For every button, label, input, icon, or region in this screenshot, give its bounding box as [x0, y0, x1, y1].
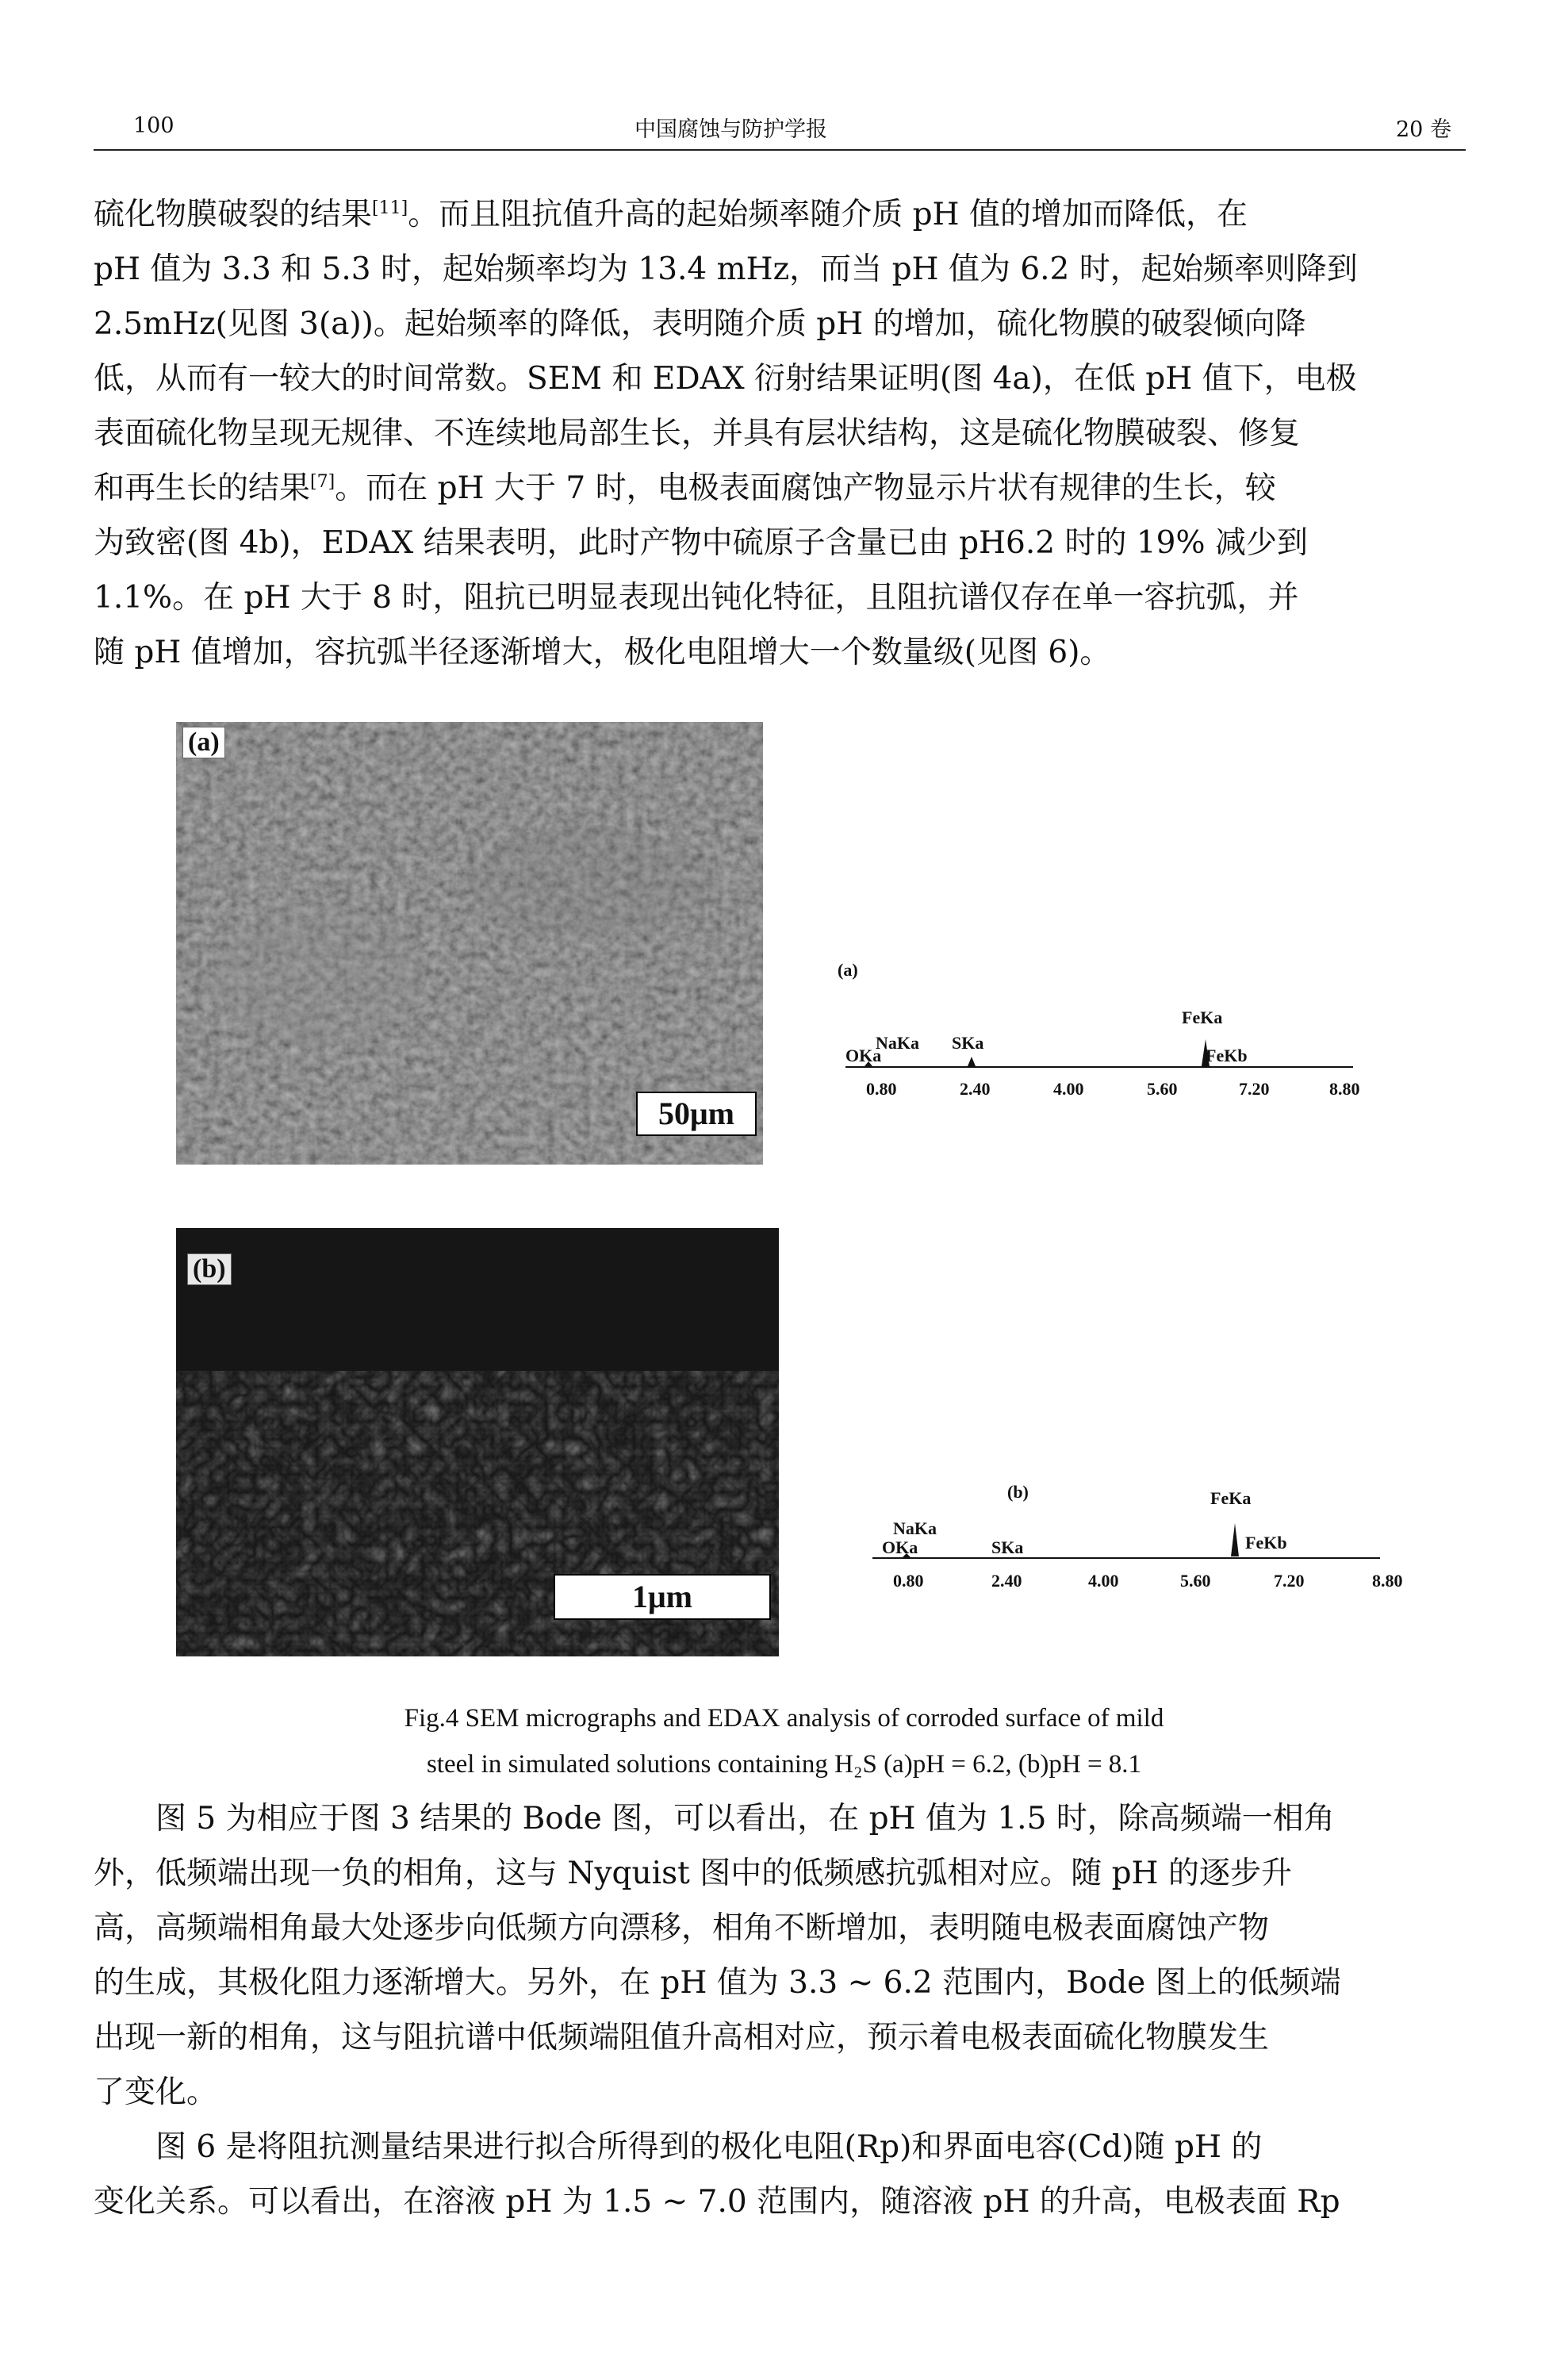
edax-b-peak-naka: NaKa [893, 1518, 937, 1538]
edax-b-peak-fekb: FeKb [1245, 1533, 1287, 1553]
sem-image-a [176, 722, 763, 1165]
sem-a-scalebar: 50μm [636, 1092, 757, 1136]
sem-b-label: (b) [187, 1253, 232, 1285]
text-line: 随 pH 值增加，容抗弧半径逐渐增大，极化电阻增大一个数量级(见图 6)。 [94, 635, 1111, 670]
journal-title: 中国腐蚀与防护学报 [634, 117, 827, 142]
text-line: 2.5mHz(见图 3(a))。起始频率的降低，表明随介质 pH 的增加，硫化物膜的破裂倾向降 [94, 306, 1306, 342]
edax-a-tick: 8.80 [1329, 1079, 1360, 1099]
text-line: pH 值为 3.3 和 5.3 时，起始频率均为 13.4 mHz，而当 pH 值为 6.2 时，起始频率则降到 [94, 251, 1358, 287]
edax-b-label: (b) [1007, 1482, 1029, 1502]
paragraph-2 [94, 1791, 1466, 2120]
edax-a-peak-feka: FeKa [1182, 1008, 1223, 1027]
text-line: 图 5 为相应于图 3 结果的 Bode 图，可以看出，在 pH 值为 1.5 时，除高频端一相角 [155, 1801, 1335, 1837]
text-line: 硫化物膜破裂的结果[11]。而且阻抗值升高的起始频率随介质 pH 值的增加而降低，在 [94, 197, 1248, 232]
paragraph-1 [94, 187, 1466, 680]
edax-b-tick: 4.00 [1088, 1571, 1119, 1591]
edax-a-tick: 2.40 [960, 1079, 991, 1099]
edax-a-peak-naka: NaKa [876, 1033, 919, 1053]
text-line: 和再生长的结果[7]。而在 pH 大于 7 时，电极表面腐蚀产物显示片状有规律的生长，较 [94, 470, 1276, 506]
sem-image-b [176, 1228, 779, 1656]
sem-b-scalebar: 1μm [554, 1574, 771, 1620]
text-line: 低，从而有一较大的时间常数。SEM 和 EDAX 衍射结果证明(图 4a)，在低 pH 值下，电极 [94, 361, 1357, 397]
sem-a-label: (a) [182, 727, 225, 758]
text-line: 外，低频端出现一负的相角，这与 Nyquist 图中的低频感抗弧相对应。随 pH 的逐步升 [94, 1856, 1292, 1891]
figure-caption-line1: Fig.4 SEM micrographs and EDAX analysis of corroded surface of mild [404, 1704, 1164, 1733]
text-line: 1.1%。在 pH 大于 8 时，阻抗已明显表现出钝化特征，且阻抗谱仅存在单一容抗弧，并 [94, 580, 1299, 616]
text-line: 了变化。 [94, 2075, 218, 2110]
edax-a-axis [845, 1066, 1353, 1068]
volume-label: 20 卷 [1396, 117, 1451, 142]
edax-b-axis [872, 1557, 1380, 1559]
edax-spectrum-b [849, 1468, 1420, 1642]
edax-b-fe-peak [1231, 1523, 1239, 1556]
header-rule [94, 149, 1466, 151]
edax-b-tick: 5.60 [1180, 1571, 1211, 1591]
edax-b-tick: 8.80 [1372, 1571, 1403, 1591]
edax-a-tick: 5.60 [1147, 1079, 1178, 1099]
text-line: 为致密(图 4b)，EDAX 结果表明，此时产物中硫原子含量已由 pH6.2 时的 19% 减少到 [94, 525, 1308, 561]
edax-a-label: (a) [838, 960, 858, 980]
edax-a-fe-peak [1202, 1039, 1210, 1066]
text-line: 图 6 是将阻抗测量结果进行拟合所得到的极化电阻(Rp)和界面电容(Cd)随 pH 的 [155, 2129, 1263, 2165]
edax-a-peak-ska: SKa [952, 1033, 984, 1053]
citation: [7] [310, 472, 335, 492]
edax-a-tick: 0.80 [866, 1079, 897, 1099]
text-line: 变化关系。可以看出，在溶液 pH 为 1.5 ~ 7.0 范围内，随溶液 pH 的升高，电极表面 Rp [94, 2184, 1340, 2220]
edax-a-peak-fekb: FeKb [1206, 1046, 1248, 1065]
edax-a-s-peak [968, 1057, 976, 1066]
edax-a-tick: 7.20 [1239, 1079, 1270, 1099]
paragraph-3 [94, 2120, 1466, 2229]
edax-b-peak-feka: FeKa [1210, 1488, 1252, 1508]
text-line: 表面硫化物呈现无规律、不连续地局部生长，并具有层状结构，这是硫化物膜破裂、修复 [94, 416, 1301, 451]
text-line: 出现一新的相角，这与阻抗谱中低频端阻值升高相对应，预示着电极表面硫化物膜发生 [94, 2020, 1270, 2055]
edax-b-peak-oka: OKa [882, 1537, 918, 1557]
text-line: 高，高频端相角最大处逐步向低频方向漂移，相角不断增加，表明随电极表面腐蚀产物 [94, 1910, 1270, 1946]
edax-b-tick: 0.80 [893, 1571, 924, 1591]
edax-b-peak-ska: SKa [991, 1537, 1024, 1557]
page-number: 100 [133, 113, 174, 138]
edax-b-tick: 7.20 [1274, 1571, 1305, 1591]
edax-spectrum-a [833, 944, 1404, 1127]
text-line: 的生成，其极化阻力逐渐增大。另外，在 pH 值为 3.3 ~ 6.2 范围内，Bode 图上的低频端 [94, 1965, 1341, 2001]
edax-a-tick: 4.00 [1053, 1079, 1084, 1099]
edax-b-tick: 2.40 [991, 1571, 1022, 1591]
citation: [11] [372, 198, 408, 218]
figure-caption-line2: steel in simulated solutions containing H₂S (a)pH = 6.2, (b)pH = 8.1 [426, 1750, 1142, 1779]
edax-a-peak-oka: OKa [845, 1046, 882, 1065]
